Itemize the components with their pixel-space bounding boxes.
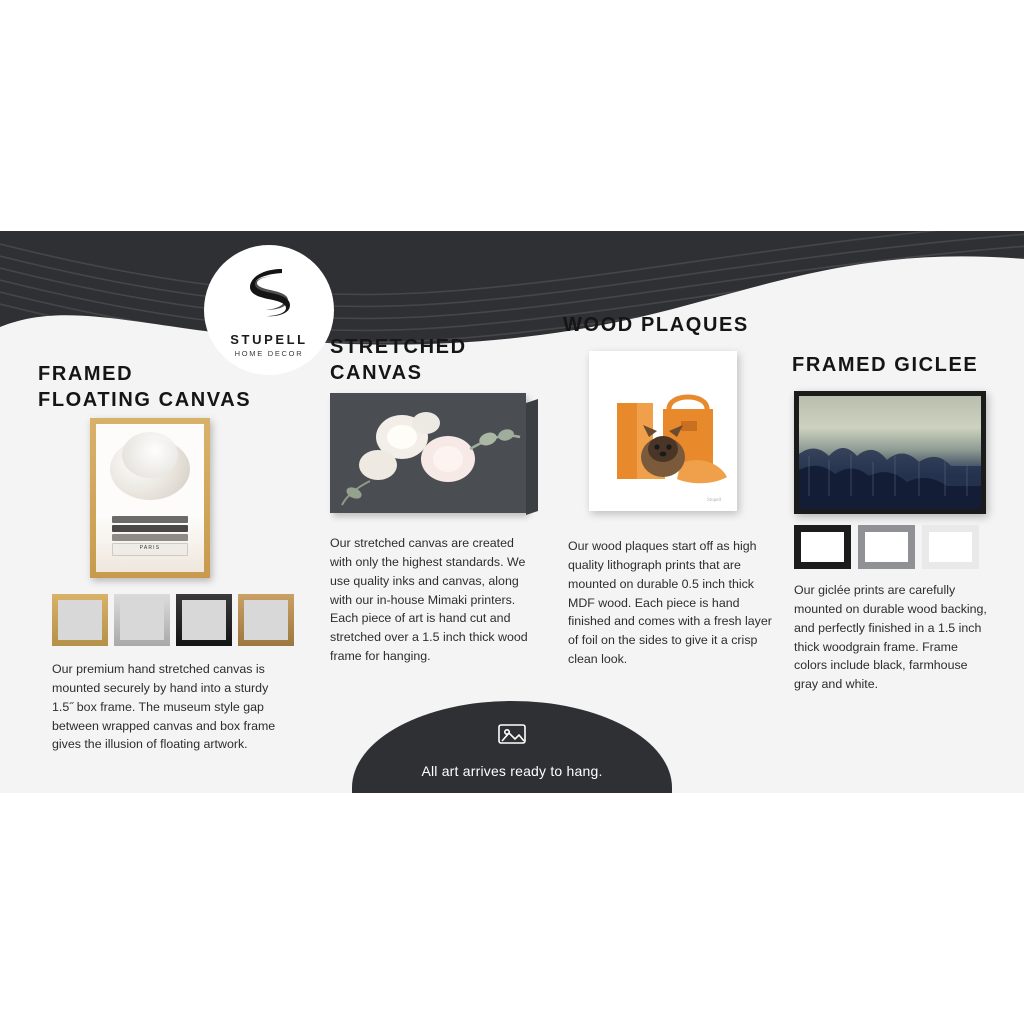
section-title-line1: WOOD PLAQUES (563, 314, 749, 336)
svg-text:Stupell: Stupell (707, 498, 722, 503)
section-title-line2: FLOATING CANVAS (38, 388, 252, 411)
abstract-landscape-illustration (799, 396, 981, 509)
dog-handbag-boots-illustration (589, 351, 737, 511)
stretched-canvas-artwork (330, 393, 526, 513)
section-description: Our wood plaques start off as high quality lithograph prints that are mounted on durable 0.5 inch thick MDF wood. Each piece is hand finished and comes with a fresh layer of foil on the sides to give it a crisp clean look. (568, 539, 772, 667)
white-roses-illustration (330, 393, 526, 513)
brand-tagline: HOME DECOR (234, 348, 304, 358)
section-title-line1: FRAMED GICLEE (792, 354, 979, 376)
framed-floating-canvas-artwork (90, 418, 210, 578)
section-framed-floating-canvas (38, 362, 288, 752)
frame-color-swatches (52, 594, 294, 646)
swatch-woodgrain (238, 594, 294, 646)
section-title (38, 362, 288, 413)
swatch-black (176, 594, 232, 646)
section-wood-plaques (563, 313, 778, 667)
frame-option-white (922, 525, 979, 569)
section-title-line2: CANVAS (330, 361, 423, 384)
wood-plaque-artwork (589, 351, 737, 511)
ready-to-hang-banner (352, 701, 672, 793)
giclee-frame-options (794, 525, 979, 569)
section-framed-giclee (792, 353, 1007, 692)
section-title (563, 313, 778, 339)
swatch-gold (52, 594, 108, 646)
frame-option-black (794, 525, 851, 569)
section-description: Our stretched canvas are created with only the highest standards. We use quality inks and canvas, along with our in-house Mimaki printers. Each piece of art is hand cut and stretched over a 1.5 inch thick wood frame for hanging. (330, 536, 528, 664)
swatch-silver (114, 594, 170, 646)
image-frame-icon (352, 722, 672, 751)
frame-option-farmhouse-gray (858, 525, 915, 569)
section-title-line1: FRAMED (38, 363, 134, 385)
brand-logo-badge (204, 245, 334, 375)
section-title (792, 353, 1007, 379)
section-description: Our giclée prints are carefully mounted on durable wood backing, and perfectly finished in a 1.5 inch thick woodgrain frame. Frame colors include black, farmhouse gray and white. (794, 583, 987, 692)
book-stack-illustration (112, 514, 188, 556)
ready-to-hang-text: All art arrives ready to hang. (421, 763, 603, 779)
section-description: Our premium hand stretched canvas is mounted securely by hand into a sturdy 1.5˝ box frame. The museum style gap between wrapped canvas and box frame gives the illusion of floating artwork. (52, 662, 276, 752)
section-stretched-canvas (330, 335, 545, 664)
brand-name: STUPELL (230, 331, 308, 347)
section-title-line1: STRETCHED (330, 336, 467, 358)
bouquet-illustration (110, 438, 190, 500)
framed-giclee-artwork (794, 391, 986, 514)
section-title (330, 335, 545, 386)
infographic-panel (0, 231, 1024, 793)
stupell-s-logo-icon (242, 265, 296, 326)
artwork-caption: PARIS (139, 545, 161, 551)
